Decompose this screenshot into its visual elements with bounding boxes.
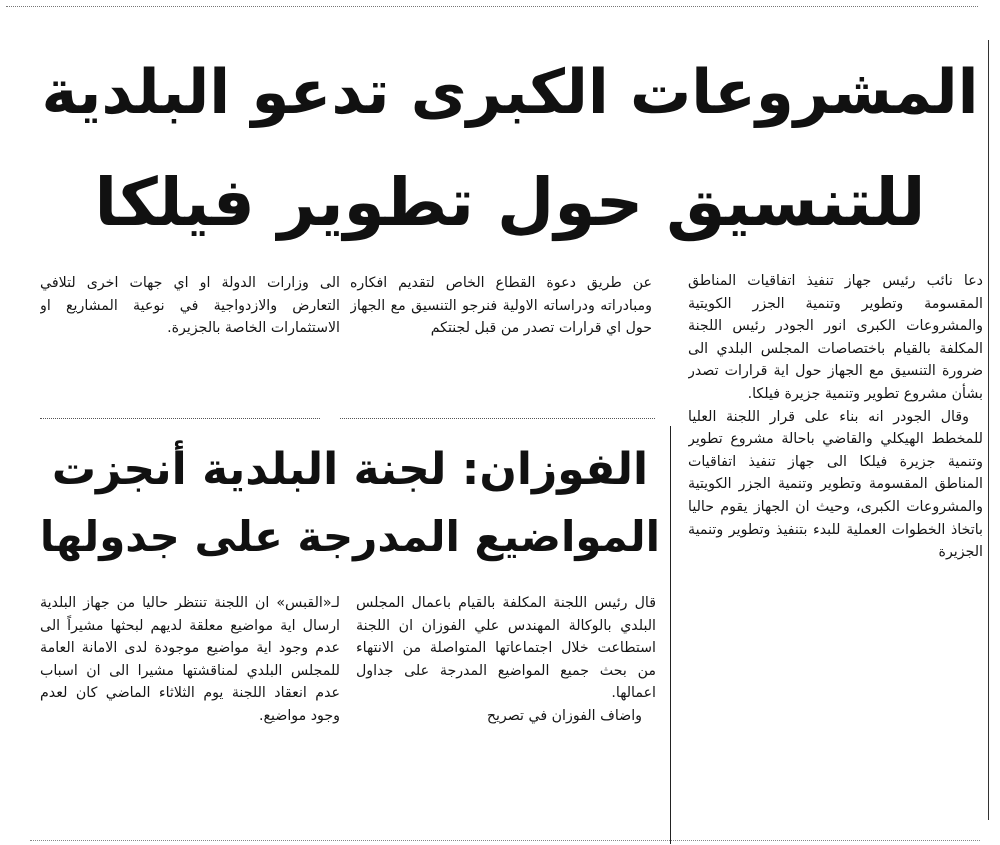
bottom-divider: [30, 840, 980, 841]
article-paragraph-1: دعا نائب رئيس جهاز تنفيذ اتفاقيات المناطق المقسومة وتطوير وتنمية الجزر الكويتية والمشروعات الكبرى انور الجودر رئيس اللجنة المكلفة بالقيام باختصاصات المجلس البلدي الى ضرورة التنسيق مع الجهاز حول اية قرارات تصدر بشأن مشروع تطوير وتنمية جزيرة فيلكا.: [688, 273, 983, 402]
main-headline-line-2: للتنسيق حول تطوير فيلكا: [94, 164, 926, 241]
article-paragraph-3: عن طريق دعوة القطاع الخاص لتقديم افكاره ومبادراته ودراساته الاولية فنرجو التنسيق مع الجهاز حول اي قرارات تصدر من قبل لجنتكم: [350, 275, 652, 337]
article-column-left: [40, 272, 340, 410]
sub-article-paragraph-3: لـ«القبس» ان اللجنة تنتظر حاليا من جهاز البلدية ارسال اية مواضيع معلقة لديهم لبحثها مشيراً الى عدم وجود اية مواضيع موجودة لدى الامانة العامة للمجلس البلدي لمناقشتها مشيرا الى ان اسباب عدم انعقاد اللجنة يوم الثلاثاء الماضي كان لعدم وجود مواضيع.: [40, 595, 340, 724]
sub-article-column-middle: [356, 592, 656, 842]
sub-headline-line-2: المواضيع المدرجة على جدولها: [39, 512, 660, 561]
article-column-right: [688, 270, 983, 838]
article-divider-left: [40, 418, 320, 419]
main-headline-line-1: المشروعات الكبرى تدعو البلدية: [41, 57, 979, 128]
top-divider: [6, 6, 978, 7]
sub-article-paragraph-2: واضاف الفوزان في تصريح: [486, 707, 642, 724]
article-column-middle: [350, 272, 652, 410]
sub-headline-line-1: الفوزان: لجنة البلدية أنجزت: [51, 444, 649, 495]
column-rule: [670, 426, 671, 844]
sub-article-column-left: [40, 592, 340, 842]
article-paragraph-4: الى وزارات الدولة او اي جهات اخرى لتلافي التعارض والازدواجية في نوعية المشاريع او الاستثمارات الخاصة بالجزيرة.: [40, 275, 340, 337]
article-paragraph-2: وقال الجودر انه بناء على قرار اللجنة العليا للمخطط الهيكلي والقاضي باحالة مشروع تطوير وتنمية جزيرة فيلكا الى جهاز تنفيذ اتفاقيات المناطق المقسومة وتطوير وتنمية الجزر الكويتية والمشروعات الكبرى، وحيث ان الجهاز يقوم حاليا باتخاذ الخطوات العملية للبدء بتنفيذ وتطوير وتنمية الجزيرة: [688, 408, 983, 561]
article-divider-middle: [340, 418, 655, 419]
sub-article-paragraph-1: قال رئيس اللجنة المكلفة بالقيام باعمال المجلس البلدي بالوكالة المهندس علي الفوزان ان اللجنة استطاعت خلال اجتماعاتها المتواصلة من الانتهاء من بحث جميع المواضيع المدرجة على جداول اعمالها.: [356, 595, 656, 702]
page-right-edge-rule: [988, 40, 989, 820]
